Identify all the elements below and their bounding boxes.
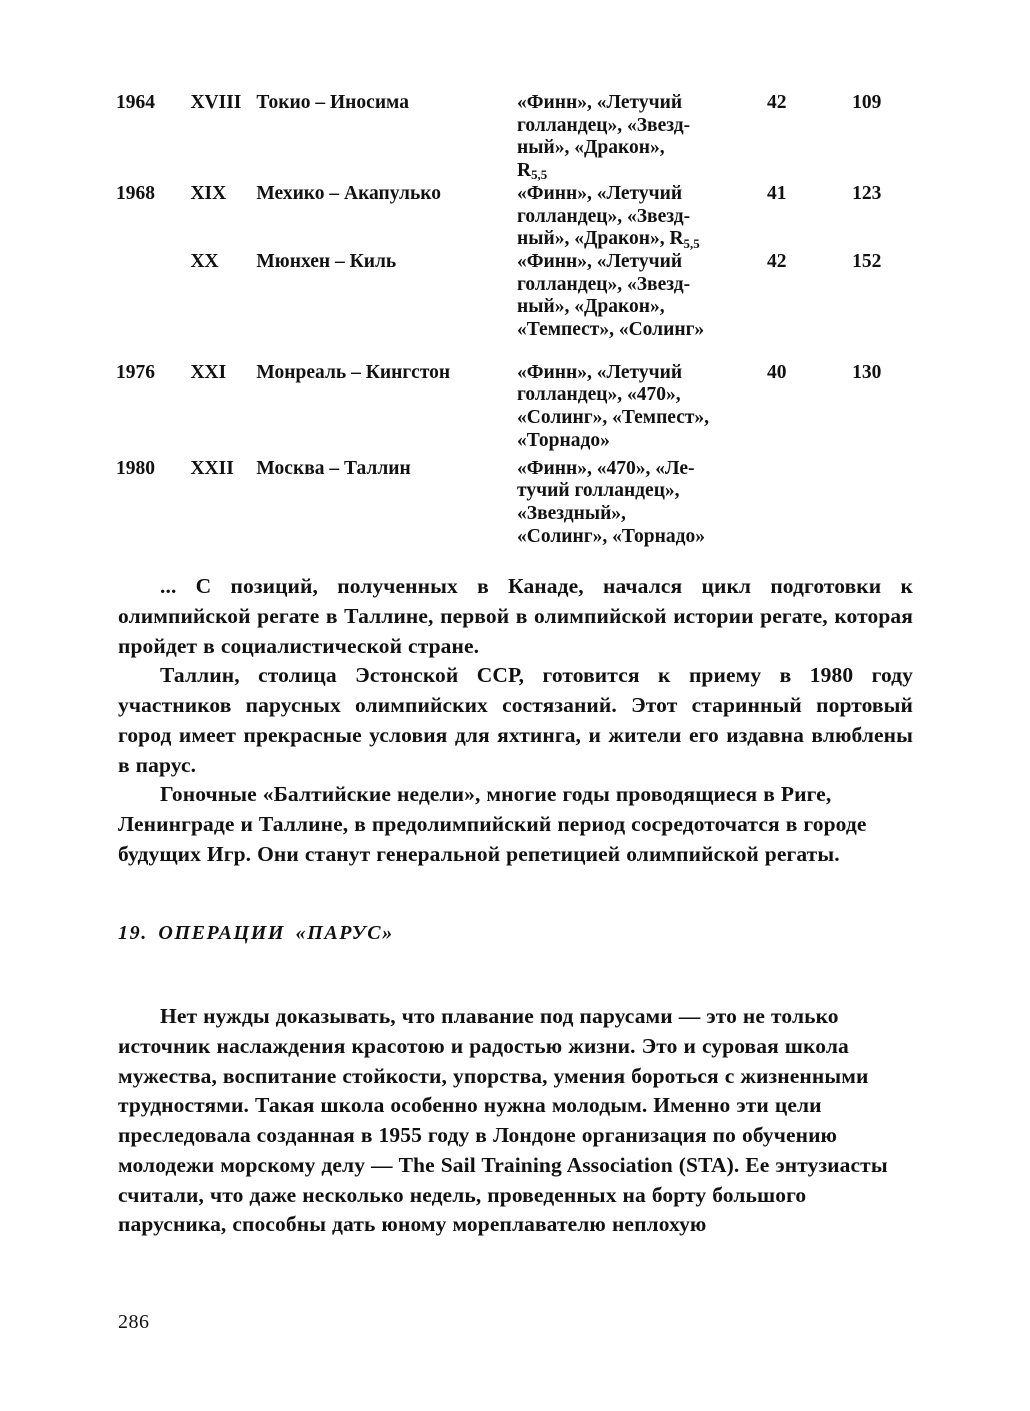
boats-line: голландец», «Звезд-: [517, 273, 691, 295]
cell-roman: XXII: [190, 457, 234, 479]
boats-line-r55: ный», «Дракон», $R_{5,5}$: [517, 228, 700, 251]
table-body: [116, 92, 916, 548]
cell-countries: [767, 453, 852, 549]
boats-line: ный», «Дракон»,: [517, 137, 665, 159]
cell-boats: [517, 453, 767, 549]
page-number: 286: [118, 1311, 150, 1333]
boats-line: «Темпест», «Солинг»: [517, 319, 705, 341]
cell-countries: 42: [767, 92, 787, 113]
cell-boats: [517, 183, 767, 251]
boats-line: «Финн», «Летучий: [517, 250, 683, 272]
cell-year: [116, 251, 190, 342]
cell-roman: XVIII: [190, 92, 242, 113]
cell-crews: 109: [852, 92, 882, 113]
table-row: [116, 92, 916, 183]
cell-city: Москва – Таллин: [256, 457, 411, 479]
paragraph-canada-tallinn: ... С позиций, полученных в Канаде, начался цикл подготовки к олимпийской регате в Таллине, первой в олимпийской истории регате, которая пройдет в социалистической стране.: [118, 574, 913, 658]
table-row: [116, 251, 916, 342]
boats-line: голландец», «Звезд-: [517, 205, 691, 227]
cell-year: 1968: [116, 182, 155, 204]
boats-line: «Финн», «Летучий: [517, 92, 683, 113]
table-row: [116, 342, 916, 453]
boats-line: «Солинг», «Темпест»,: [517, 407, 710, 429]
paragraph-tallinn-capital: Таллин, столица Эстонской ССР, готовится к приему в 1980 году участников парусных олимпийских состязаний. Этот старинный портовый город имеет прекрасные условия для яхтинга, и жители его издавна влюблены в парус.: [118, 663, 913, 777]
boats-line: «Финн», «470», «Ле-: [517, 457, 695, 479]
body-text-block-upper: [118, 572, 913, 870]
cell-boats: [517, 251, 767, 342]
paragraph-baltic-weeks: Гоночные «Балтийские недели», многие годы проводящиеся в Риге, Ленинграде и Таллине, в предолимпийский период сосредоточатся в городе будущих Игр. Они станут генеральной репетицией олимпийской регаты.: [118, 782, 867, 866]
boats-line: голландец», «Звезд-: [517, 114, 691, 136]
boats-line: «Звездный»,: [517, 502, 626, 524]
cell-boats: [517, 92, 767, 183]
cell-city: Монреаль – Кингстон: [256, 361, 451, 383]
boats-line: «Финн», «Летучий: [517, 182, 683, 204]
cell-year: 1980: [116, 457, 155, 479]
cell-roman: XIX: [190, 182, 227, 204]
boats-line-r55: $R_{5,5}$: [517, 160, 548, 183]
boats-line: «Финн», «Летучий: [517, 361, 683, 383]
boats-line: тучий голландец»,: [517, 480, 680, 502]
cell-crews: 130: [852, 361, 882, 383]
cell-crews: 152: [852, 250, 882, 272]
boats-line: «Солинг», «Торнадо»: [517, 525, 705, 547]
cell-countries: 40: [767, 361, 787, 383]
cell-countries: 42: [767, 250, 787, 272]
olympic-regatta-table: [116, 92, 916, 548]
cell-city: Мюнхен – Киль: [256, 250, 397, 272]
cell-year: 1964: [116, 92, 155, 113]
boats-subscript: 5,5: [531, 168, 548, 183]
cell-crews: 123: [852, 182, 882, 204]
cell-city: Токио – Иносима: [256, 92, 409, 113]
boats-line: голландец», «470»,: [517, 384, 681, 406]
cell-year: 1976: [116, 361, 155, 383]
table-row: [116, 183, 916, 251]
boats-subscript: 5,5: [683, 236, 700, 251]
body-text-block-lower: [118, 1002, 913, 1240]
cell-roman: XXI: [190, 361, 227, 383]
boats-line: «Торнадо»: [517, 429, 610, 451]
cell-city: Мехико – Акапулько: [256, 182, 442, 204]
cell-boats: [517, 342, 767, 453]
table-row: [116, 453, 916, 549]
paragraph-sail-training: Нет нужды доказывать, что плавание под парусами — это не только источник наслаждения красотою и радостью жизни. Это и суровая школа мужества, воспитание стойкости, упорства, умения бороться с жизненными трудностями. Такая школа особенно нужна молодым. Именно эти цели преследовала созданная в 1955 году в Лондоне организация по обучению молодежи морскому делу — The Sail Training Association (STA). Ее энтузиасты считали, что даже несколько недель, проведенных на борту большого парусника, способны дать юному мореплавателю неплохую: [118, 1004, 888, 1237]
boats-line: ный», «Дракон»,: [517, 296, 665, 318]
cell-crews: [852, 453, 916, 549]
cell-roman: XX: [190, 250, 219, 272]
section-heading: 19. ОПЕРАЦИИ «ПАРУС»: [118, 922, 394, 944]
cell-countries: 41: [767, 182, 787, 204]
